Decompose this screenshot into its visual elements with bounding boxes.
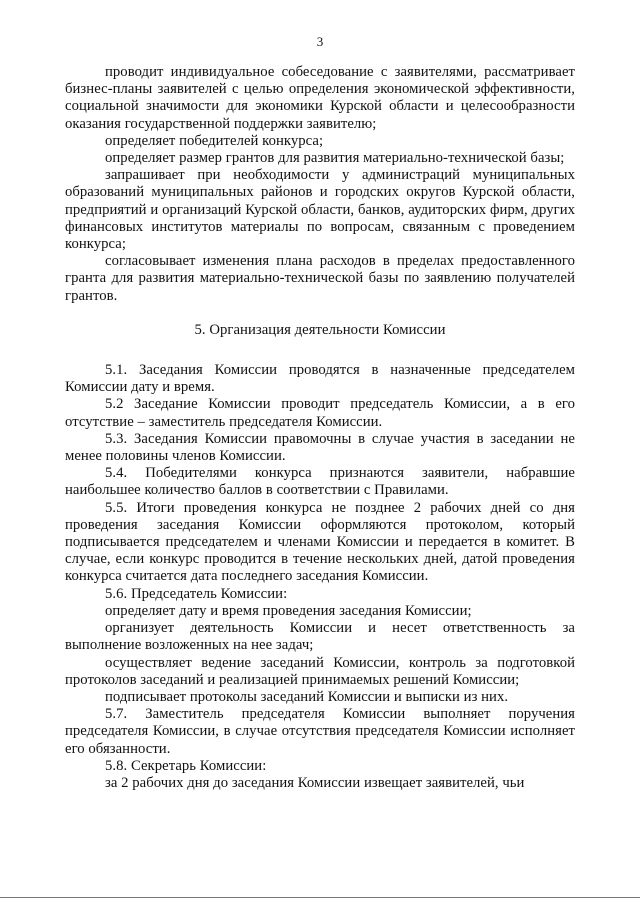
- paragraph-5-5: 5.5. Итоги проведения конкурса не позднее 2 рабочих дней со дня проведения заседания Комиссии оформляются протоколом, который подписывается председателем и членами Комиссии и передается в комитет. В случае, если конкурс проводится в течение нескольких дней, датой проведения конкурса считается дата последнего заседания Комиссии.: [65, 499, 575, 585]
- paragraph-winners: определяет победителей конкурса;: [105, 132, 324, 149]
- paragraph-5-6-b: организует деятельность Комиссии и несет ответственность за выполнение возложенных на нее задач;: [65, 620, 575, 654]
- paragraph-requests: запрашивает при необходимости у администраций муниципальных образований муниципальных районов и городских округов Курской области, предприятий и организаций Курской области, банков, аудиторских фирм, других финансовых институтов материалы по вопросам, связанным с проведением конкурса;: [65, 167, 575, 253]
- paragraph-5-8-a: за 2 рабочих дня до заседания Комиссии извещает заявителей, чьи: [105, 774, 525, 791]
- paragraph-5-6-c: осуществляет ведение заседаний Комиссии, контроль за подготовкой протоколов заседаний и реализацией принимаемых решений Комиссии;: [65, 654, 575, 688]
- paragraph-5-2: 5.2 Заседание Комиссии проводит председатель Комиссии, а в его отсутствие – заместитель председателя Комиссии.: [65, 396, 575, 430]
- paragraph-5-1: 5.1. Заседания Комиссии проводятся в назначенные председателем Комиссии дату и время.: [65, 362, 575, 396]
- paragraph-approves: согласовывает изменения плана расходов в пределах предоставленного гранта для развития материально-технической базы по заявлению получателей грантов.: [65, 253, 575, 304]
- paragraph-5-4: 5.4. Победителями конкурса признаются заявители, набравшие наибольшее количество баллов в соответствии с Правилами.: [65, 465, 575, 499]
- paragraph-5-6-d: подписывает протоколы заседаний Комиссии и выписки из них.: [105, 688, 509, 705]
- document-body: [65, 64, 575, 792]
- paragraph-5-7: 5.7. Заместитель председателя Комиссии выполняет поручения председателя Комиссии, в случае отсутствия председателя Комиссии исполняет его обязанности.: [65, 706, 575, 757]
- paragraph-5-3: 5.3. Заседания Комиссии правомочны в случае участия в заседании не менее половины членов Комиссии.: [65, 430, 575, 465]
- paragraph-5-6: 5.6. Председатель Комиссии:: [105, 585, 288, 602]
- paragraph-interview: проводит индивидуальное собеседование с заявителями, рассматривает бизнес-планы заявителей с целью определения экономической эффективности, социальной значимости для экономики Курской области и целесообразности оказания государственной поддержки заявителю;: [65, 64, 575, 132]
- paragraph-5-6-a: определяет дату и время проведения заседания Комиссии;: [105, 602, 472, 619]
- page-bottom-rule: [0, 897, 640, 898]
- paragraph-grant-size: определяет размер грантов для развития материально-технической базы;: [105, 150, 565, 167]
- page-number: 3: [316, 34, 324, 49]
- paragraph-5-8: 5.8. Секретарь Комиссии:: [105, 757, 267, 774]
- section-heading: 5. Организация деятельности Комиссии: [194, 321, 446, 338]
